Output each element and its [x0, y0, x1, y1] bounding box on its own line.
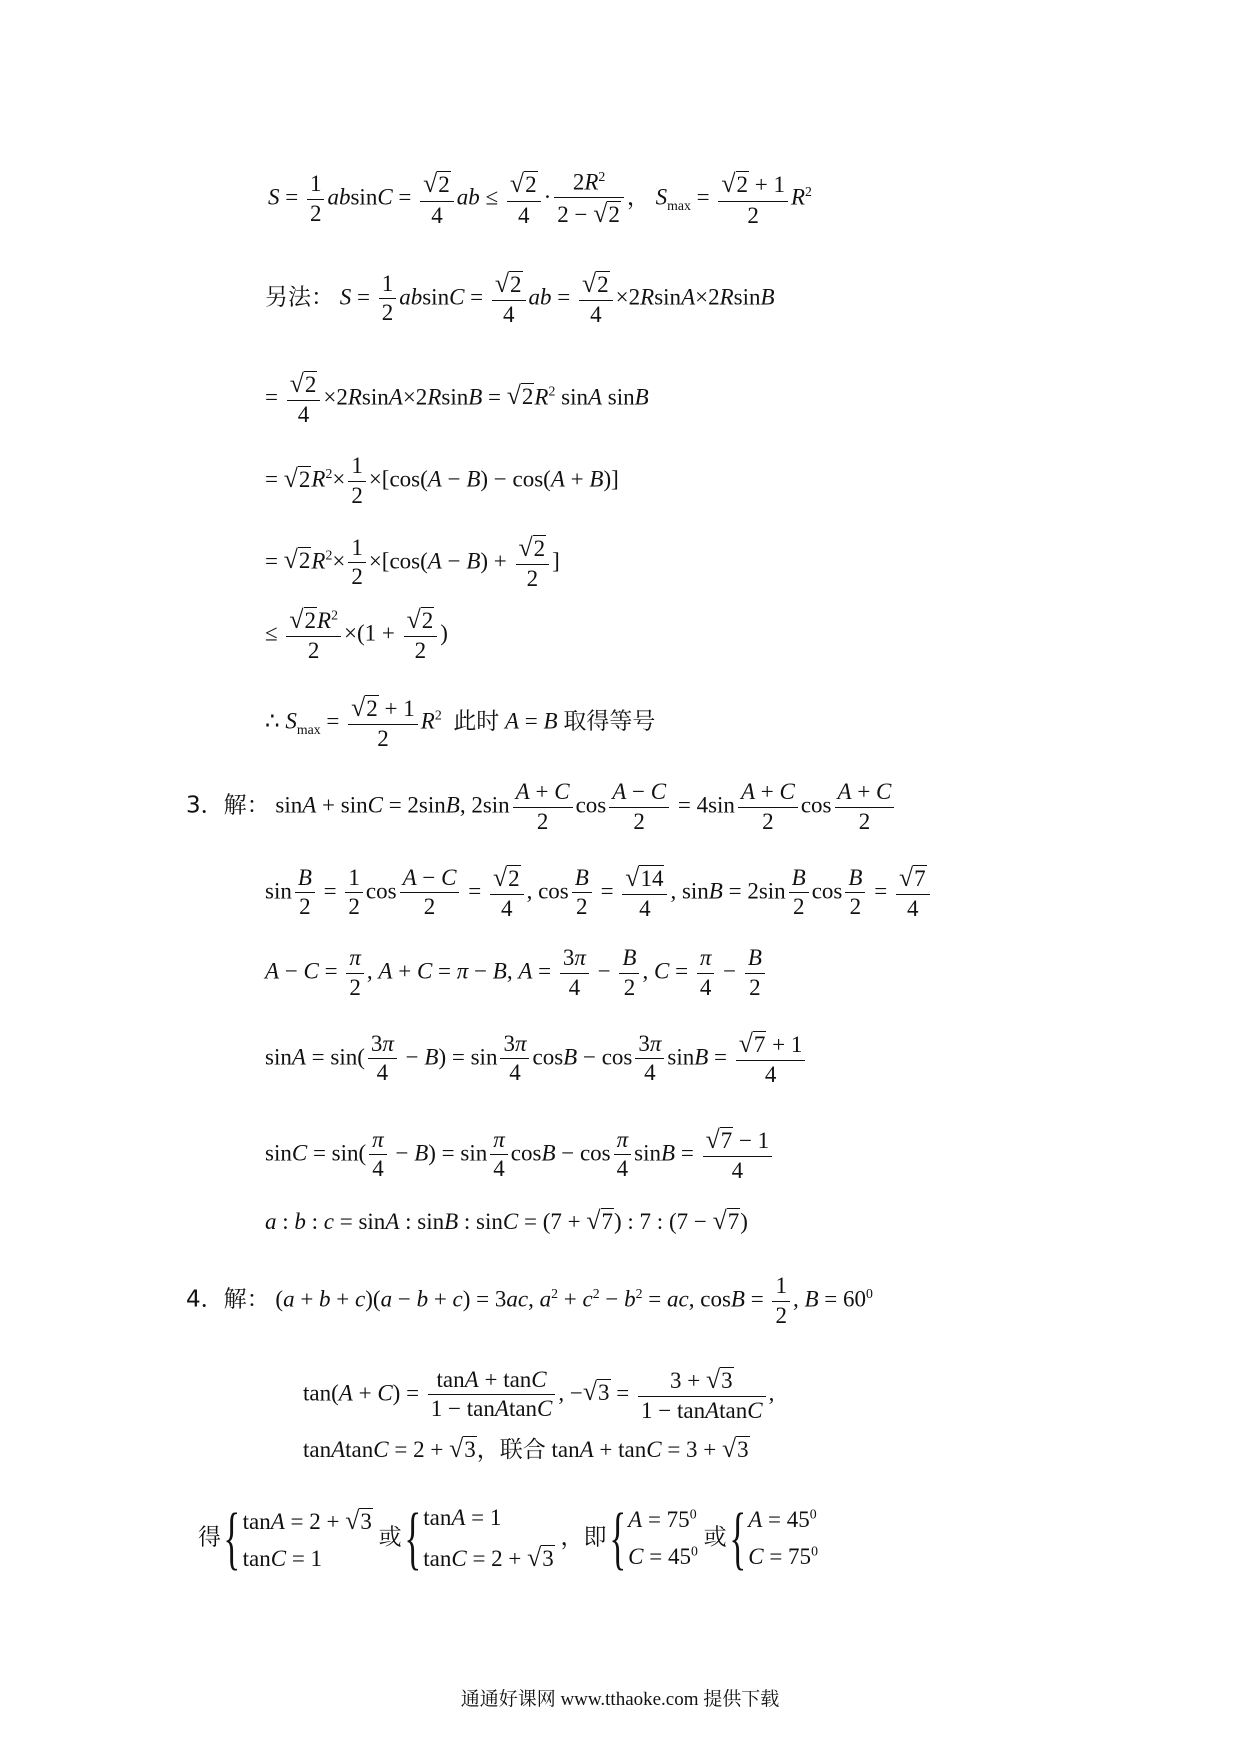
formula-p3-line-3: A − C = $\frac{\pi}{2}$ , A + C = π − B, A = $\frac{3\pi}{4}$ − $\frac{B}{2}$ , C = $\frac{\pi}{4}$ − $\frac{B}{2}$: [265, 944, 768, 1003]
formula-line-1: S = $\frac{1}{2}$ absinC = $\frac{√2}{4}$ ab ≤ $\frac{√2}{4}$ · $\frac{2R^2}{2 - √2}$ ， $S_{max}$ = $\frac{√2 + 1}{2}$ $R^2$: [268, 169, 812, 229]
or-word-1: 或: [378, 1524, 402, 1551]
problem-3-label: 3．解：: [186, 792, 270, 819]
formula-p3-line-5: sinC = sin( $\frac{\pi}{4}$ − B) = sin $\frac{\pi}{4}$ cosB − cos $\frac{\pi}{4}$ sinB = $\frac{√7 - 1}{4}$: [265, 1124, 775, 1186]
formula-p3-line-1: 3．解： sinA + sinC = 2sinB, 2sin $\frac{A + C}{2}$ cos $\frac{A - C}{2}$ = 4sin $\frac{A + C}{2}$ cos $\frac{A + C}{2}$: [186, 778, 897, 837]
alt-method-label: 另法：: [265, 284, 334, 311]
equality-condition-suffix: 取得等号: [563, 708, 656, 735]
page-footer: 通通好课网 www.tthaoke.com 提供下载: [460, 1689, 780, 1710]
combine-word: ，联合: [476, 1437, 546, 1463]
formula-line-2: 另法： S = $\frac{1}{2}$ absinC = $\frac{√2}{4}$ ab = $\frac{√2}{4}$ ×2RsinA×2RsinB: [265, 269, 775, 328]
formula-p3-line-2: sin $\frac{B}{2}$ = $\frac{1}{2}$ cos $\frac{A - C}{2}$ = $\frac{√2}{4}$ , cos $\frac{B}{2}$ = $\frac{√14}{4}$ , sinB = 2sin $\frac{B}{2}$ cos $\frac{B}{2}$ = $\frac{√7}{4}$: [265, 862, 933, 924]
formula-p3-line-4: sinA = sin( $\frac{3\pi}{4}$ − B) = sin $\frac{3\pi}{4}$ cosB − cos $\frac{3\pi}{4}$ sinB = $\frac{√7 + 1}{4}$: [265, 1028, 808, 1090]
formula-line-6: ≤ $\frac{√2R^2}{2}$ ×(1 + $\frac{√2}{2}$ ): [265, 605, 448, 664]
formula-p4-line-1: 4．解： (a + b + c)(a − b + c) = 3ac, $a^2 + c^2 - b^2$ = ac, cosB = $\frac{1}{2}$ , $B = 60^0$: [186, 1273, 873, 1328]
formula-line-5: = $√2R^2\times$ $\frac{1}{2}$ ×[cos(A − B) + $\frac{√2}{2}$ ]: [265, 533, 560, 592]
result-word-de: 得: [198, 1524, 221, 1551]
formula-line-7: ∴ $S_{max}$ = $\frac{√2 + 1}{2}$ $R^2$ 此时 A = B 取得等号: [265, 693, 656, 752]
formula-p4-line-4: 得{ tanA = 2 + √3 tanC = 1 或{ tanA = 1 tanC = 2 + √3 ，即{ $A = 75^0$ $C = 45^0$ 或{ $A = 45^0$ $C = 75^0$: [198, 1500, 818, 1578]
problem-4-label: 4．解：: [186, 1286, 270, 1313]
formula-line-4: = $√2R^2\times$ $\frac{1}{2}$ ×[cos(A − B) − cos(A + B)]: [265, 453, 619, 508]
formula-p4-line-2: tan(A + C) = $\frac{\tan A + \tan C}{\text{1 − tanAtanC}}$ , −√3 = $\frac{3 + √3}{\text{1 − tanAtanC}}$ ,: [303, 1365, 775, 1424]
formula-p4-line-3: tanAtanC = 2 + √3，联合 tanA + tanC = 3 + √3: [303, 1434, 749, 1463]
formula-p3-line-6: a : b : c = sinA : sinB : sinC = (7 + √7) : 7 : (7 − √7): [265, 1206, 748, 1235]
formula-line-3: = $\frac{√2}{4}$ $\times 2RsinA\times 2RsinB = √2R^2$ sinA sinB: [265, 369, 649, 428]
or-word-2: 或: [703, 1524, 727, 1551]
equality-condition-prefix: 此时: [453, 708, 500, 735]
namely-word: ，即: [560, 1524, 607, 1551]
